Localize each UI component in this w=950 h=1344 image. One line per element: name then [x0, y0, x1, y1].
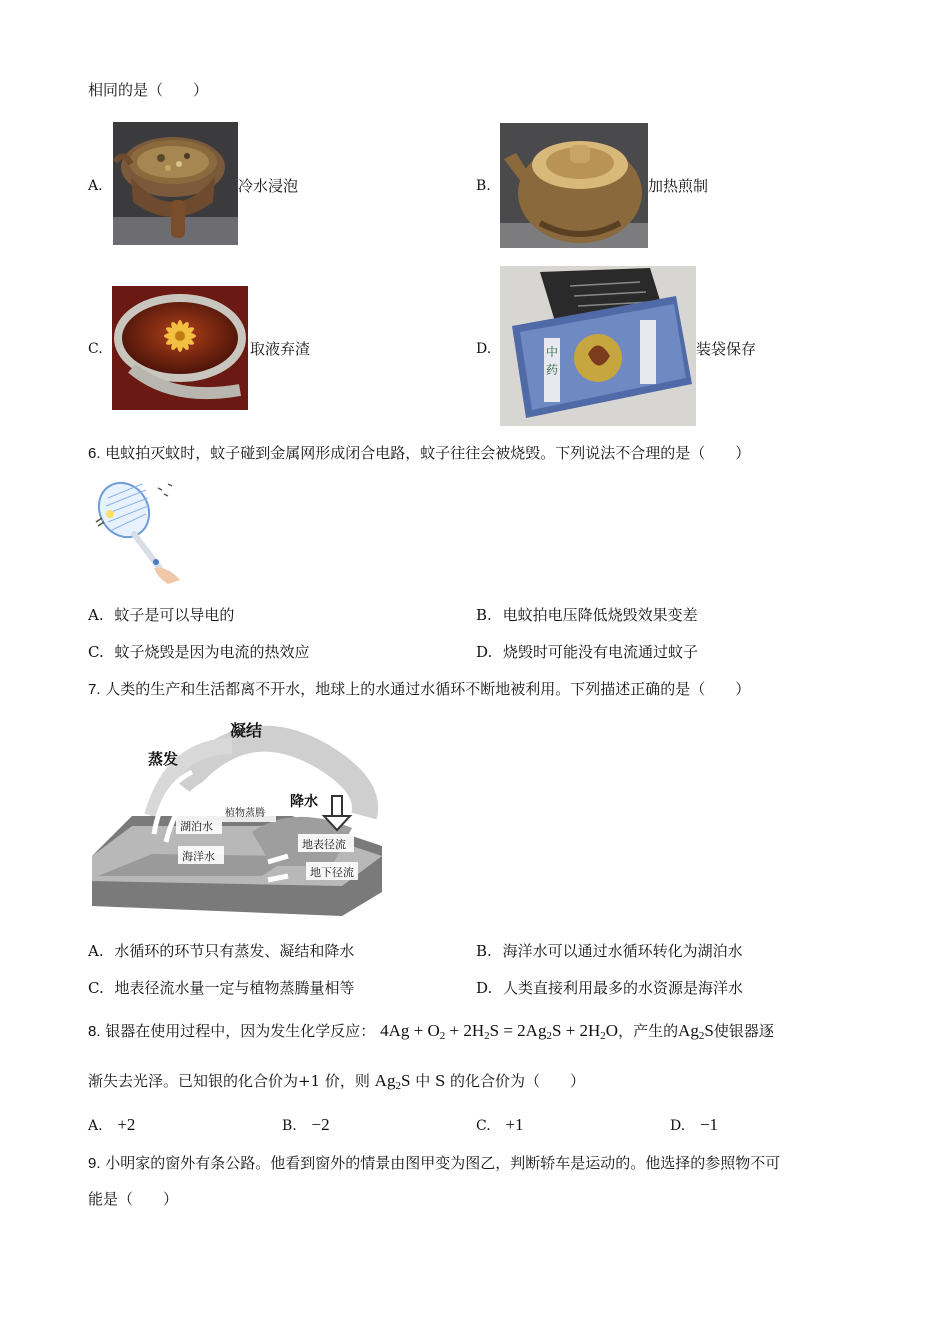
q8-line2-b: 中 S 的化合价为（ ）: [415, 1072, 586, 1090]
q5-option-b-letter: B.: [476, 178, 491, 194]
q7-option-b-text: 海洋水可以通过水循环转化为湖泊水: [502, 942, 743, 960]
label-lake: 湖泊水: [180, 820, 213, 833]
q6-option-a-text: 蚊子是可以导电的: [114, 606, 235, 624]
q7-option-a: [88, 941, 354, 961]
q9-stem-line2: 能是（ ）: [88, 1190, 179, 1208]
medicine-bag-image: [500, 266, 696, 426]
q7-option-a-text: 水循环的环节只有蒸发、凝结和降水: [114, 942, 355, 960]
q8-option-c: [476, 1115, 524, 1136]
q5-option-d-text: 装袋保存: [696, 340, 757, 358]
label-underground-runoff: 地下径流: [310, 866, 354, 879]
q8-option-c-value: +1: [505, 1115, 524, 1134]
q7-option-b-letter: B.: [476, 942, 492, 960]
q6-option-b-letter: B.: [476, 606, 492, 624]
label-ocean: 海洋水: [182, 850, 215, 863]
q9-stem-line1: [88, 1153, 780, 1174]
label-surface-runoff: 地表径流: [302, 838, 346, 851]
label-precipitate: 降水: [290, 794, 318, 810]
q9-number: 9.: [88, 1155, 101, 1172]
label-transpire: 植物蒸腾: [225, 808, 265, 819]
q8-option-b-value: −2: [311, 1115, 330, 1134]
q6-option-c: [88, 642, 310, 662]
q6-option-b: [476, 605, 698, 625]
q9-stem-text: 小明家的窗外有条公路。他看到窗外的情景由图甲变为图乙，判断轿车是运动的。他选择的参照物不可: [105, 1154, 781, 1172]
q8-stem-a: 银器在使用过程中，因为发生化学反应：: [105, 1022, 376, 1040]
q8-stem-c: 使银器逐: [713, 1022, 774, 1040]
q5-option-d-letter: D.: [476, 341, 492, 357]
q7-option-c-text: 地表径流水量一定与植物蒸腾量相等: [114, 979, 355, 997]
q6-option-c-text: 蚊子烧毁是因为电流的热效应: [114, 643, 310, 661]
q8-stem-line1: [88, 1021, 774, 1042]
q7-option-d: [476, 978, 743, 998]
q6-stem: [88, 443, 750, 464]
q8-option-a: [88, 1115, 135, 1136]
q8-number: 8.: [88, 1023, 101, 1040]
q6-option-b-text: 电蚊拍电压降低烧毁效果变差: [502, 606, 698, 624]
q8-stem-b: ，产生的: [618, 1022, 679, 1040]
q7-stem: [88, 679, 750, 700]
q6-option-a: [88, 605, 234, 625]
ag2s-formula: $Ag_2S$: [678, 1021, 714, 1042]
q8-option-c-letter: C.: [476, 1118, 491, 1134]
q6-option-d-text: 烧毁时可能没有电流通过蚊子: [503, 643, 699, 661]
svg-text:药: 药: [545, 363, 559, 377]
q6-stem-text: 电蚊拍灭蚊时，蚊子碰到金属网形成闭合电路，蚊子往往会被烧毁。下列说法不合理的是（ ）: [105, 444, 751, 462]
water-cycle-diagram: [92, 716, 382, 922]
chemical-equation: $4Ag + O_2 + 2H_2S = 2Ag_2S + 2H_2O$: [380, 1021, 619, 1042]
strainer-with-flower-image: [112, 286, 248, 410]
q8-option-a-value: +2: [117, 1115, 136, 1134]
q8-option-d-letter: D.: [670, 1118, 686, 1134]
q8-option-d: [670, 1115, 718, 1136]
q8-option-a-letter: A.: [88, 1118, 103, 1134]
q5-stem-tail: 相同的是（ ）: [88, 81, 209, 99]
q8-line2-a: 渐失去光泽。已知银的化合价为+1 价，则: [88, 1072, 370, 1090]
q8-stem-line2: [88, 1071, 585, 1091]
q7-number: 7.: [88, 681, 101, 698]
q6-option-d-letter: D.: [476, 643, 493, 661]
herb-soaking-pot-image: [113, 122, 238, 245]
q5-option-c-letter: C.: [88, 341, 103, 357]
electric-swatter-image: [88, 478, 188, 586]
q8-option-d-value: −1: [699, 1115, 719, 1134]
q7-stem-text: 人类的生产和生活都离不开水，地球上的水通过水循环不断地被利用。下列描述正确的是（ ）: [105, 680, 751, 698]
svg-text:中: 中: [545, 345, 559, 359]
q5-option-c-text: 取液弃渣: [250, 340, 311, 358]
label-evaporate: 蒸发: [148, 750, 179, 768]
herb-decocting-pot-image: [500, 123, 648, 248]
q7-option-d-letter: D.: [476, 979, 493, 997]
q8-option-b: [282, 1115, 330, 1136]
q8-option-b-letter: B.: [282, 1118, 297, 1134]
q6-option-c-letter: C.: [88, 643, 104, 661]
q7-option-c: [88, 978, 355, 998]
q5-option-a-letter: A.: [88, 178, 103, 194]
q5-option-b-text: 加热煎制: [648, 177, 709, 195]
q7-option-d-text: 人类直接利用最多的水资源是海洋水: [503, 979, 744, 997]
q6-option-a-letter: A.: [88, 606, 104, 624]
q6-option-d: [476, 642, 698, 662]
ag2s-formula-2: $Ag_2S$: [374, 1071, 411, 1092]
q5-option-a-text: 冷水浸泡: [238, 177, 299, 195]
q7-option-c-letter: C.: [88, 979, 104, 997]
q7-option-b: [476, 941, 743, 961]
q6-number: 6.: [88, 445, 101, 462]
q7-option-a-letter: A.: [88, 942, 104, 960]
label-condense: 凝结: [230, 721, 263, 740]
